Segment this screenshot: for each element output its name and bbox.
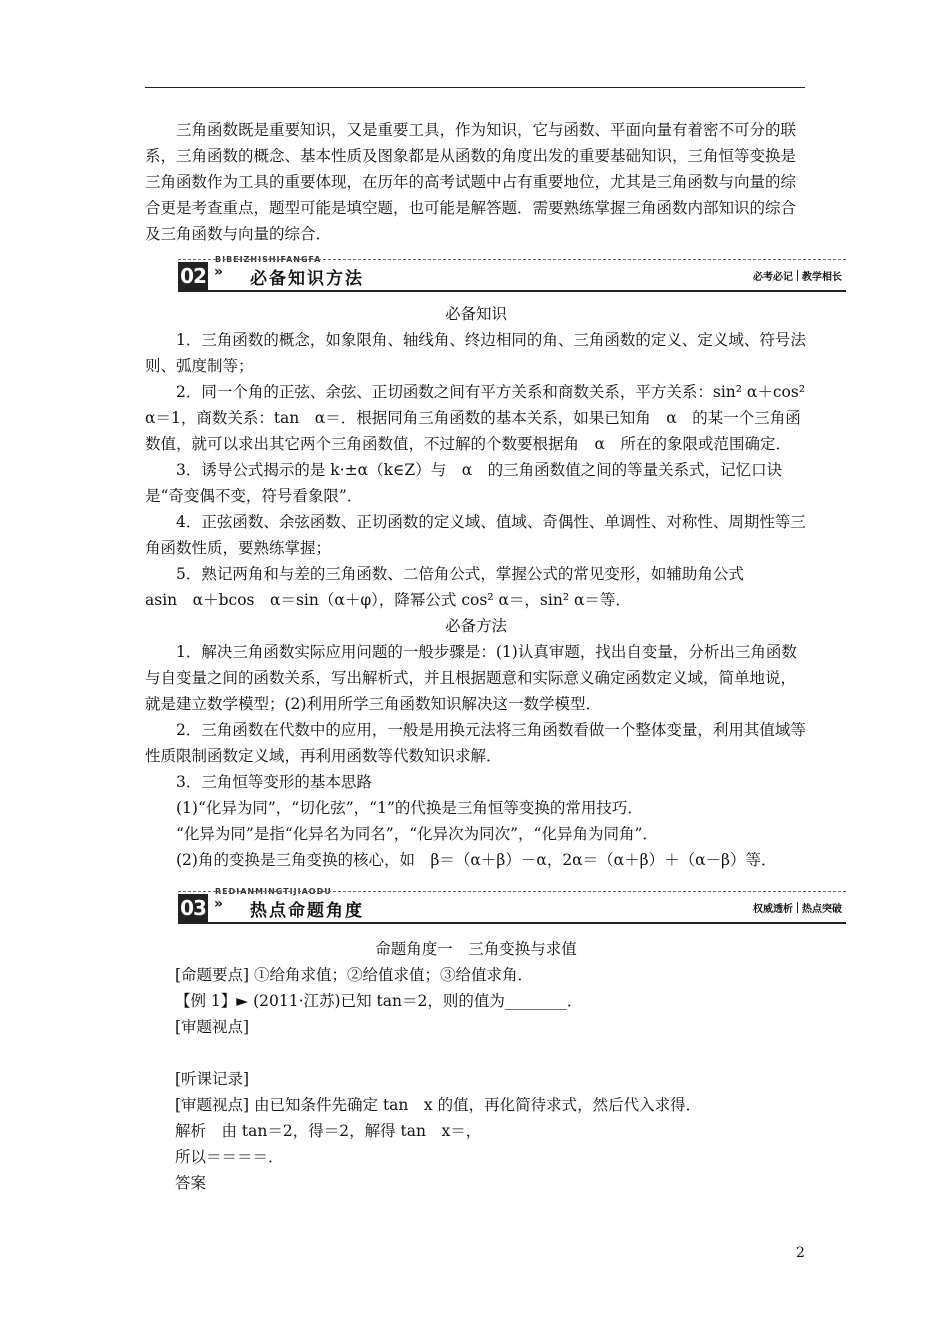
method-item: 2．三角函数在代数中的应用，一般是用换元法将三角函数看做一个整体变量，利用其值域等性质限制函数定义域，再利用函数等代数知识求解． [145,721,806,765]
section-banner-03 [178,887,846,923]
section-number: 03 [178,894,208,922]
tag-right: 热点突破 [802,904,842,915]
angle-line: 所以＝＝＝＝． [175,1148,284,1166]
banner-bottom-rule [178,290,846,292]
angle-line: [审题视点] 由已知条件先确定 tan x 的值，再化简待求式，然后代入求得． [175,1096,702,1114]
method-subitem: “化异为同”是指“化异名为同名”，“化异次为同次”，“化异角为同角”． [176,825,658,843]
knowledge-item: 3．诱导公式揭示的是 k·±α（k∈Z）与 α 的三角函数值之间的等量关系式，记忆口诀是“奇变偶不变，符号看象限”． [145,461,783,505]
knowledge-item: 2．同一个角的正弦、余弦、正切函数之间有平方关系和商数关系，平方关系：sin² α＋cos² α＝1，商数关系：tan α＝．根据同角三角函数的基本关系，如果已知角 α 的某一个三角函数值，就可以求出其它两个三角函数值，不过解的个数要根据角 α 所在的象限或范围确定． [145,383,806,453]
angle-line: 【例 1】► (2011·江苏)已知 tan＝2，则的值为________． [175,992,583,1010]
blank-space [145,1040,807,1066]
angle-one-block [145,936,807,1196]
tag-right: 教学相长 [802,272,842,283]
knowledge-heading: 必备知识 [444,305,507,323]
chevron-right-icon: » [214,264,224,280]
banner-dotted-line [178,891,846,892]
intro-paragraph: 三角函数既是重要知识，又是重要工具，作为知识，它与函数、平面向量有着密不可分的联系，三角函数的概念、基本性质及图象都是从函数的角度出发的重要基础知识，三角恒等变换是三角函数作为工具的重要体现，在历年的高考试题中占有重要地位，尤其是三角函数与向量的综合更是考查重点，题型可能是填空题，也可能是解答题．需要熟练掌握三角函数内部知识的综合及三角函数与向量的综合． [145,121,797,243]
banner-pinyin: BIBEIZHISHIFANGFA [215,255,322,264]
methods-heading: 必备方法 [444,617,507,635]
knowledge-item: 5．熟记两角和与差的三角函数、二倍角公式，掌握公式的常见变形，如辅助角公式 [176,565,744,583]
banner-dotted-line [178,259,846,260]
angle-line: [审题视点] [175,1018,250,1036]
section-title: 热点命题角度 [250,901,364,921]
tag-left: 必考必记 [753,272,793,283]
banner-bottom-rule [178,922,846,924]
angle-heading: 命题角度一 三角变换与求值 [375,940,577,958]
method-subitem: (1)“化异为同”，“切化弦”，“1”的代换是三角恒等变换的常用技巧． [176,799,643,817]
knowledge-formula: asin α＋bcos α＝sin（α＋φ），降幂公式 cos² α＝，sin² α＝等． [145,591,631,609]
tag-separator [797,270,798,281]
tag-left: 权威透析 [753,904,793,915]
angle-line: 解析 由 tan＝2，得＝2，解得 tan x＝， [175,1122,482,1140]
knowledge-methods-block [145,301,807,873]
section-tag [753,268,842,283]
knowledge-item: 1．三角函数的概念，如象限角、轴线角、终边相同的角、三角函数的定义、定义域、符号法则、弧度制等； [145,331,806,375]
angle-line: 答案 [175,1174,207,1192]
section-number: 02 [178,262,208,290]
banner-pinyin: REDIANMINGTIJIAODU [215,887,332,896]
section-title: 必备知识方法 [250,269,364,289]
method-item: 3．三角恒等变形的基本思路 [176,773,372,791]
angle-line: [听课记录] [175,1070,250,1088]
angle-line: [命题要点] ①给角求值；②给值求值；③给值求角． [175,966,534,984]
header-rule [145,87,805,88]
intro-block [145,117,807,247]
section-tag [753,900,842,915]
method-subitem: (2)角的变换是三角变换的核心，如 β＝（α＋β）－α，2α＝（α＋β）＋（α－β）等． [176,851,777,869]
chevron-right-icon: » [214,896,224,912]
knowledge-item: 4．正弦函数、余弦函数、正切函数的定义域、值域、奇偶性、单调性、对称性、周期性等三角函数性质，要熟练掌握； [145,513,806,557]
method-item: 1．解决三角函数实际应用问题的一般步骤是：(1)认真审题，找出自变量，分析出三角函数与自变量之间的函数关系，写出解析式，并且根据题意和实际意义确定函数定义域，简单地说，就是建立数学模型；(2)利用所学三角函数知识解决这一数学模型． [145,643,797,713]
page-number: 2 [796,1245,805,1261]
tag-separator [797,902,798,913]
section-banner-02 [178,255,846,291]
